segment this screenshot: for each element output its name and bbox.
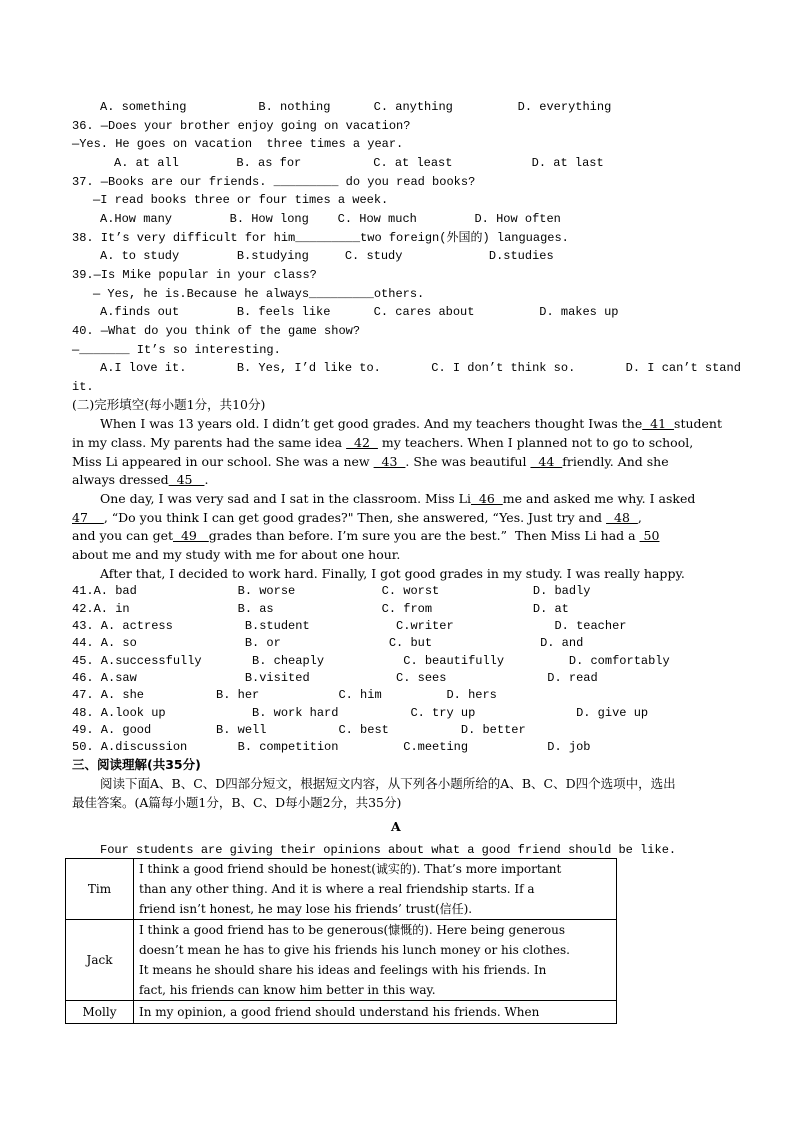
q39-question: 39.—Is Mike popular in your class? <box>72 268 317 282</box>
blank-50: 50 <box>639 528 660 543</box>
blank-46: 46 <box>470 491 503 506</box>
cloze-passage-line: about me and my study with me for about one hour. <box>72 547 401 562</box>
q39-answer-line: — Yes, he is.Because he always_________others. <box>93 287 425 301</box>
student-name: Molly <box>66 1001 134 1024</box>
cloze-option-row: 43. A. actress B.student C.writer D. teacher <box>72 619 627 633</box>
q39-options: A.finds out B. feels like C. cares about D. makes up <box>100 305 619 319</box>
q40-options: A.I love it. B. Yes, I’d like to. C. I don’t think so. D. I can’t stand <box>100 361 741 375</box>
cloze-passage-line: in my class. My parents had the same idea 42 my teachers. When I planned not to go to school, <box>72 435 694 450</box>
blank-42: 42 <box>346 435 378 450</box>
q37-answer-line: —I read books three or four times a week. <box>93 193 389 207</box>
blank-47: 47 <box>72 510 104 525</box>
cloze-option-row: 46. A.saw B.visited C. sees D. read <box>72 671 598 685</box>
q35-options: A. something B. nothing C. anything D. everything <box>100 100 612 114</box>
cloze-passage-line: and you can get 49 grades than before. I’m sure you are the best.” Then Miss Li had a 50 <box>72 528 660 543</box>
q37-options: A.How many B. How long C. How much D. How often <box>100 212 561 226</box>
blank-41: 41 <box>642 416 675 431</box>
q36-question: 36. —Does your brother enjoy going on vacation? <box>72 119 411 133</box>
opinion-text: I think a good friend has to be generous(慷慨的). Here being generous doesn’t mean he has to give his friends his lunch money or his clothes. It means he should share his ideas and feelings with his friends. In fact, his friends can know him better in this way. <box>134 920 617 1001</box>
cloze-passage-line: One day, I was very sad and I sat in the classroom. Miss Li 46 me and asked me why. I asked <box>100 491 696 506</box>
q36-options: A. at all B. as for C. at least D. at last <box>114 156 604 170</box>
cloze-option-row: 42.A. in B. as C. from D. at <box>72 602 569 616</box>
q38-question: 38. It’s very difficult for him_________two foreign(外国的) languages. <box>72 231 569 245</box>
blank-45: 45 <box>168 472 205 487</box>
cloze-option-row: 41.A. bad B. worse C. worst D. badly <box>72 584 591 598</box>
table-row <box>66 920 617 1001</box>
cloze-passage-line: When I was 13 years old. I didn’t get good grades. And my teachers thought Iwas the 41 student <box>100 416 722 431</box>
cloze-heading: (二)完形填空(每小题1分，共10分) <box>72 397 266 412</box>
table-row <box>66 1001 617 1024</box>
q40-answer-line: —_______ It’s so interesting. <box>72 343 281 357</box>
opinion-text: I think a good friend should be honest(诚实的). That’s more important than any other thing. And it is where a real friendship starts. If a friend isn’t honest, he may lose his friends’ trust(信任). <box>134 859 617 920</box>
q40-options-continued: it. <box>72 380 94 394</box>
q37-question: 37. —Books are our friends. _________ do you read books? <box>72 175 476 189</box>
cloze-option-row: 45. A.successfully B. cheaply C. beautifully D. comfortably <box>72 654 670 668</box>
table-row <box>66 859 617 920</box>
reading-instructions: 最佳答案。(A篇每小题1分，B、C、D每小题2分，共35分) <box>72 795 402 810</box>
opinion-text: In my opinion, a good friend should understand his friends. When <box>134 1001 617 1024</box>
reading-instructions: 阅读下面A、B、C、D四部分短文，根据短文内容，从下列各小题所给的A、B、C、D四个选项中，选出 <box>100 776 676 791</box>
cloze-option-row: 48. A.look up B. work hard C. try up D. give up <box>72 706 649 720</box>
cloze-passage-line: After that, I decided to work hard. Finally, I got good grades in my study. I was really happy. <box>100 566 685 581</box>
cloze-passage-line: 47 , “Do you think I can get good grades?" Then, she answered, “Yes. Just try and 48 , <box>72 510 642 525</box>
blank-44: 44 <box>530 454 563 469</box>
passage-label: A <box>391 819 401 834</box>
q36-answer-line: —Yes. He goes on vacation three times a year. <box>72 137 404 151</box>
cloze-passage-line: always dressed 45 . <box>72 472 209 487</box>
cloze-passage-line: Miss Li appeared in our school. She was a new 43 . She was beautiful 44 friendly. And she <box>72 454 669 469</box>
opinions-table <box>65 858 617 1024</box>
cloze-option-row: 44. A. so B. or C. but D. and <box>72 636 584 650</box>
passage-lead: Four students are giving their opinions about what a good friend should be like. <box>100 843 677 857</box>
blank-43: 43 <box>373 454 406 469</box>
blank-49: 49 <box>173 528 209 543</box>
q38-options: A. to study B.studying C. study D.studies <box>100 249 554 263</box>
cloze-option-row: 49. A. good B. well C. best D. better <box>72 723 526 737</box>
cloze-option-row: 50. A.discussion B. competition C.meeting D. job <box>72 740 591 754</box>
student-name: Tim <box>66 859 134 920</box>
blank-48: 48 <box>606 510 638 525</box>
reading-heading: 三、阅读理解(共35分) <box>72 757 201 772</box>
student-name: Jack <box>66 920 134 1001</box>
q40-question: 40. —What do you think of the game show? <box>72 324 361 338</box>
cloze-option-row: 47. A. she B. her C. him D. hers <box>72 688 497 702</box>
